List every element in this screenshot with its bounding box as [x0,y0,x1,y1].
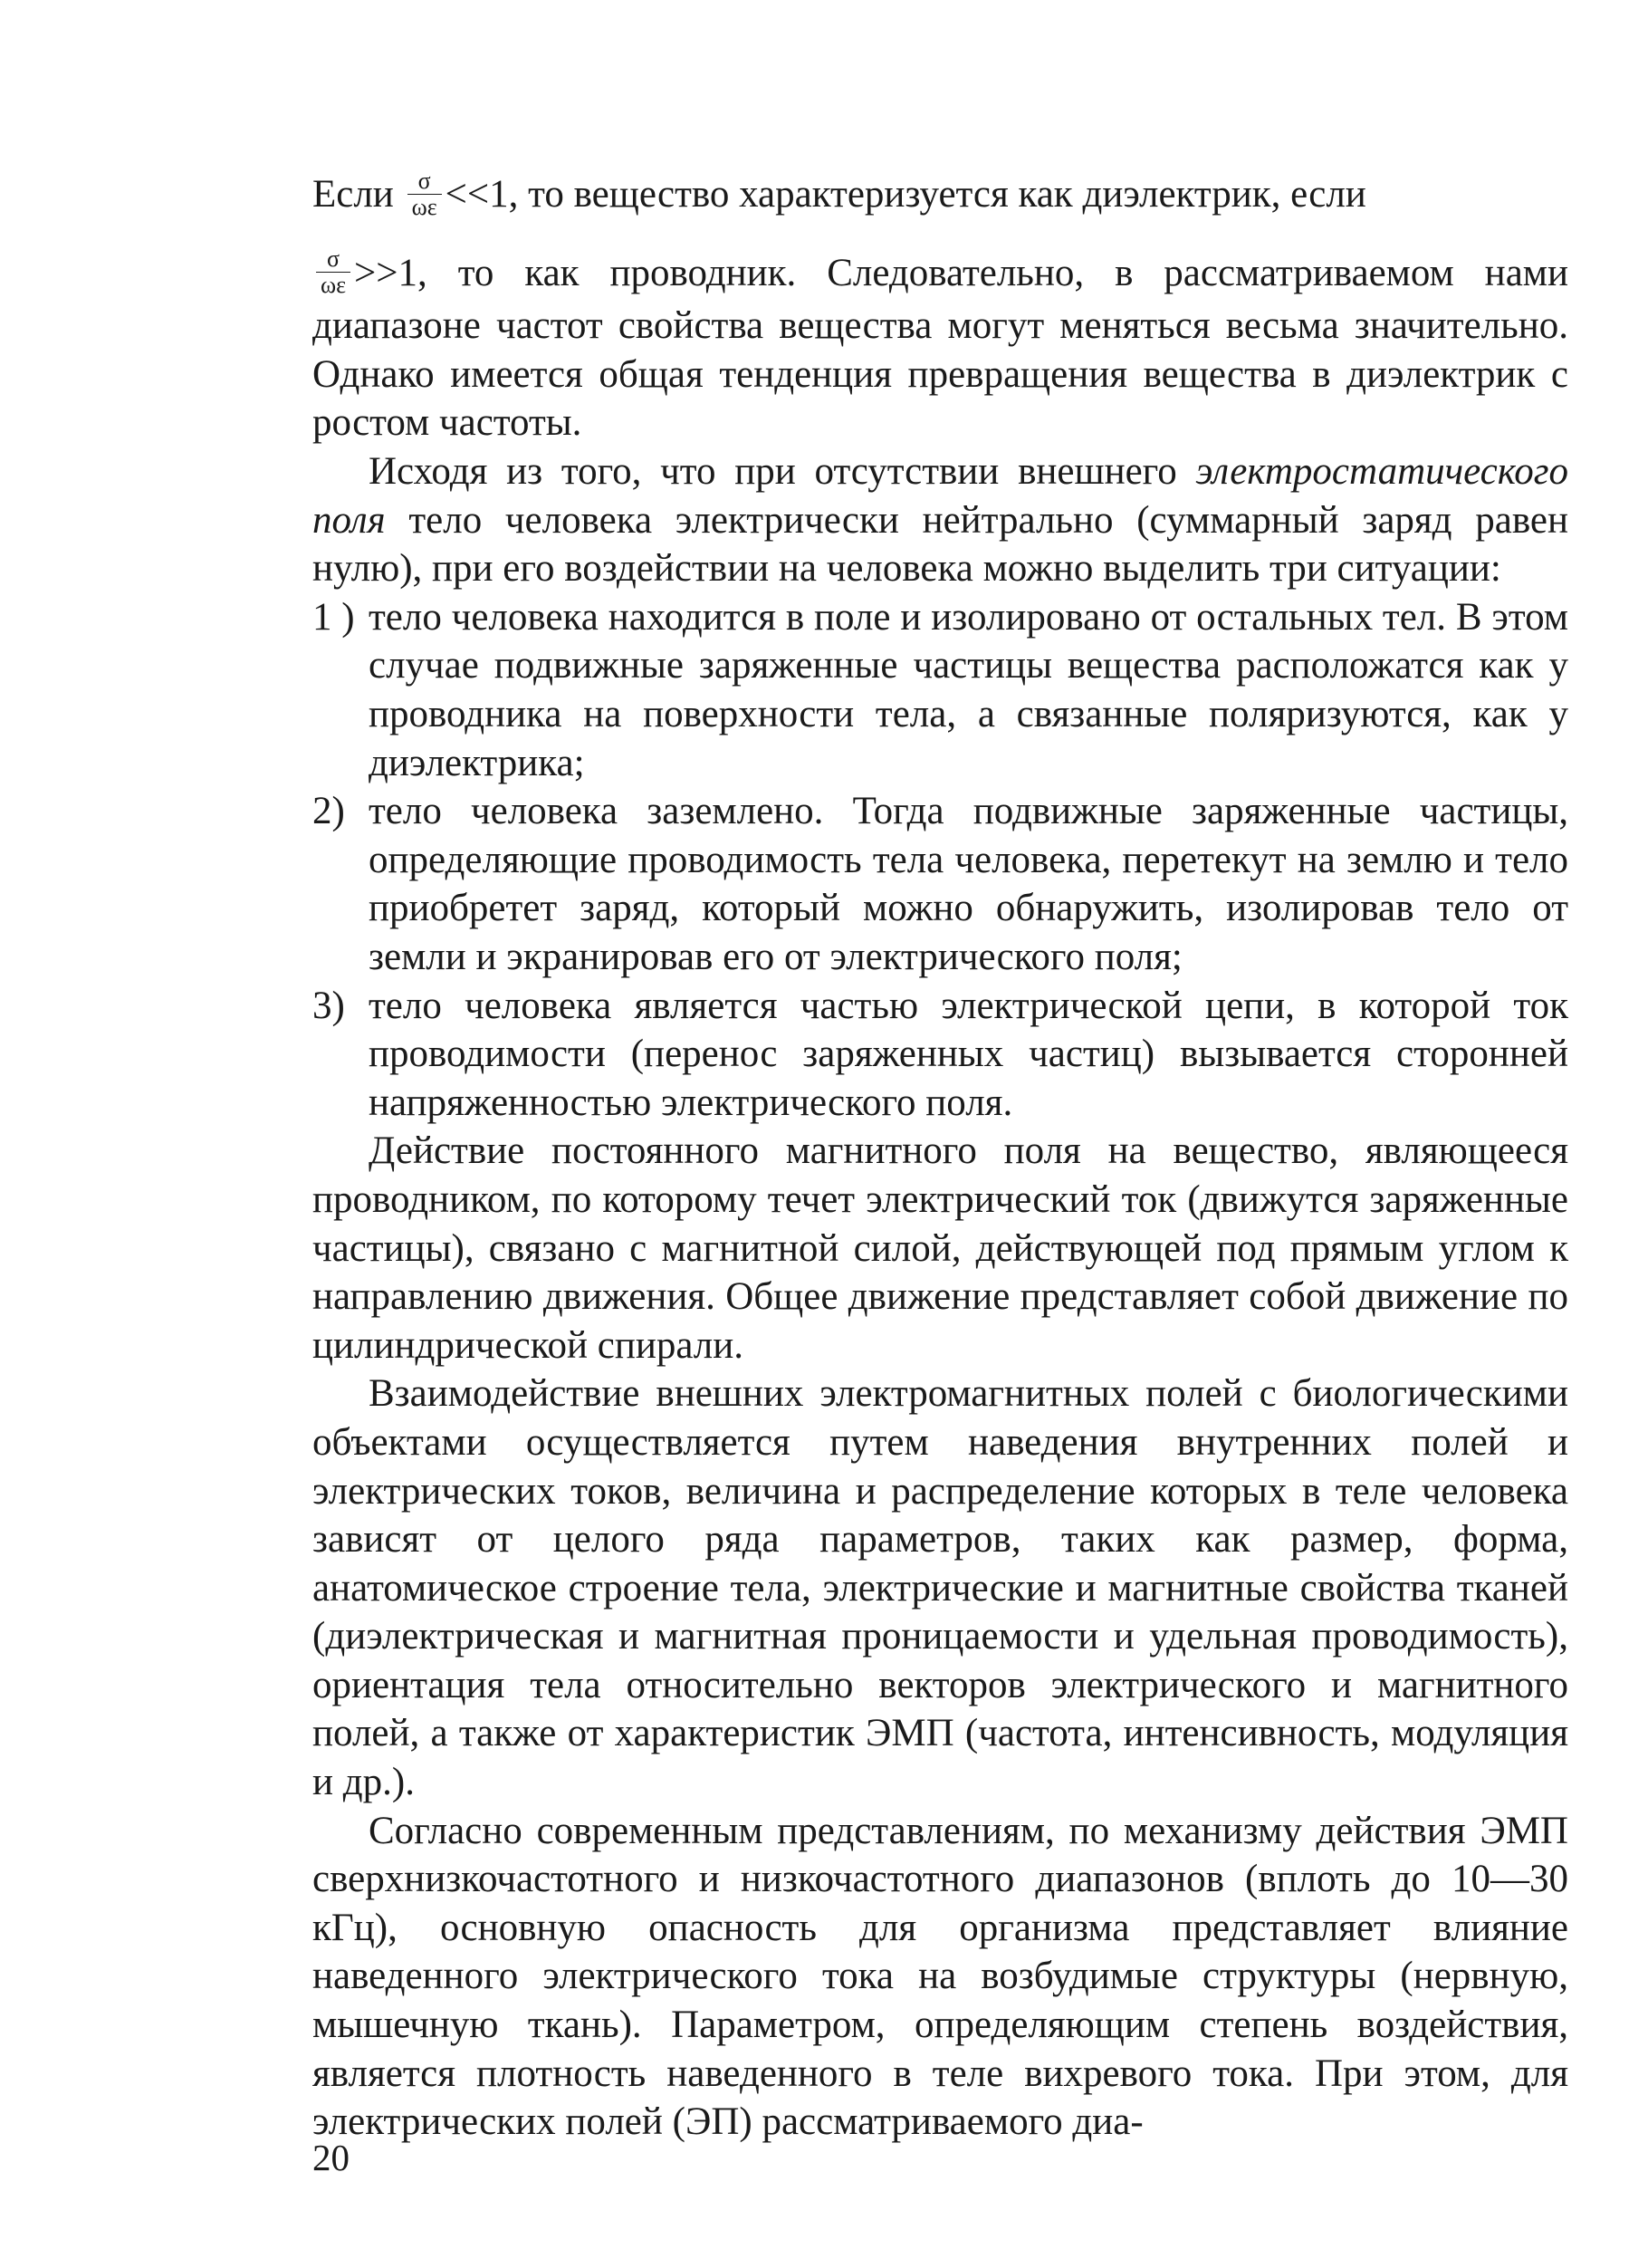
para2-italic-term: электростатического поля [312,450,1568,542]
list-marker: 1 ) [312,595,355,639]
para2-after: тело человека электрически нейтрально (суммарный заряд равен нулю), при его воздействии на человека можно выделить три ситуации: [312,498,1568,591]
paragraph-magnetic-field: Действие постоянного магнитного поля на вещество, являющееся проводником, по которому течет электрический ток (движутся заряженные частицы), связано с магнитной силой, действующей под прямым углом к направлению движения. Общее движение представляет собой движение по цилиндрической спирали. [312,1129,1568,1367]
list-item [312,982,1568,1128]
list-item-text: тело человека заземлено. Тогда подвижные заряженные частицы, определяющие проводимость тела человека, перетекут на землю и тело приобретет заряд, который можно обнаружить, изолировав тело от земли и экранировав его от электрического поля; [369,790,1568,978]
fraction-denominator: ωε [411,193,437,220]
list-marker: 2) [312,790,345,833]
lead-if-word: Если [312,173,394,216]
list-item [312,787,1568,981]
fraction-sigma-omega-epsilon [407,168,442,220]
paragraph-low-frequency: Согласно современным представлениям, по механизму действия ЭМП сверхнизкочастотного и низкочастотного диапазонов (вплоть до 10—30 кГц), основную опасность для организма представляет влияние наведенного электрического тока на возбудимые структуры (нервную, мышечную ткань). Параметром, определяющим степень воздействия, является плотность наведенного в теле вихревого тока. При этом, для электрических полей (ЭП) рассматриваемого диа- [312,1809,1568,2144]
body-text [312,167,1568,2147]
list-item [312,593,1568,787]
lead-condition-dielectric: <<1, то вещество характеризуется как диэлектрик, если [445,173,1366,216]
fraction-numerator: σ [316,246,350,273]
page-number: 20 [312,2137,350,2178]
paragraph-interaction: Взаимодействие внешних электромагнитных полей с биологическими объектами осуществляется путем наведения внутренних полей и электрических токов, величина и распределение которых в теле человека зависят от целого ряда параметров, таких как размер, форма, анатомическое строение тела, электрические и магнитные свойства тканей (диэлектрическая и магнитная проницаемости и удельная проводимость), ориентация тела относительно векторов электрического и магнитного полей, а также от характеристик ЭМП (частота, интенсивность, модуляция и др.). [312,1372,1568,1804]
fraction-sigma-omega-epsilon-2 [316,246,350,298]
list-marker: 3) [312,984,345,1027]
list-item-text: тело человека является частью электрической цепи, в которой ток проводимости (перенос заряженных частиц) вызывается сторонней напряженностью электрического поля. [369,984,1568,1124]
lead-paragraph [312,245,1568,447]
lead-line-1 [312,167,1568,224]
paragraph-electrostatic [312,447,1568,593]
lead-condition-conductor: >>1, то как проводник. Следовательно, в рассматриваемом нами диапазоне частот свойства вещества могут меняться весьма значительно. Однако имеется общая тенденция превращения вещества в диэлектрик с ростом частоты. [312,251,1568,445]
fraction-denominator: ωε [321,272,347,299]
list-item-text: тело человека находится в поле и изолировано от остальных тел. В этом случае подвижные заряженные частицы вещества расположатся как у проводника на поверхности тела, а связанные поляризуются, как у диэлектрика; [369,595,1568,784]
fraction-numerator: σ [407,168,442,195]
situations-list [312,593,1568,1128]
para2-before: Исходя из того, что при отсутствии внешнего [369,450,1196,494]
